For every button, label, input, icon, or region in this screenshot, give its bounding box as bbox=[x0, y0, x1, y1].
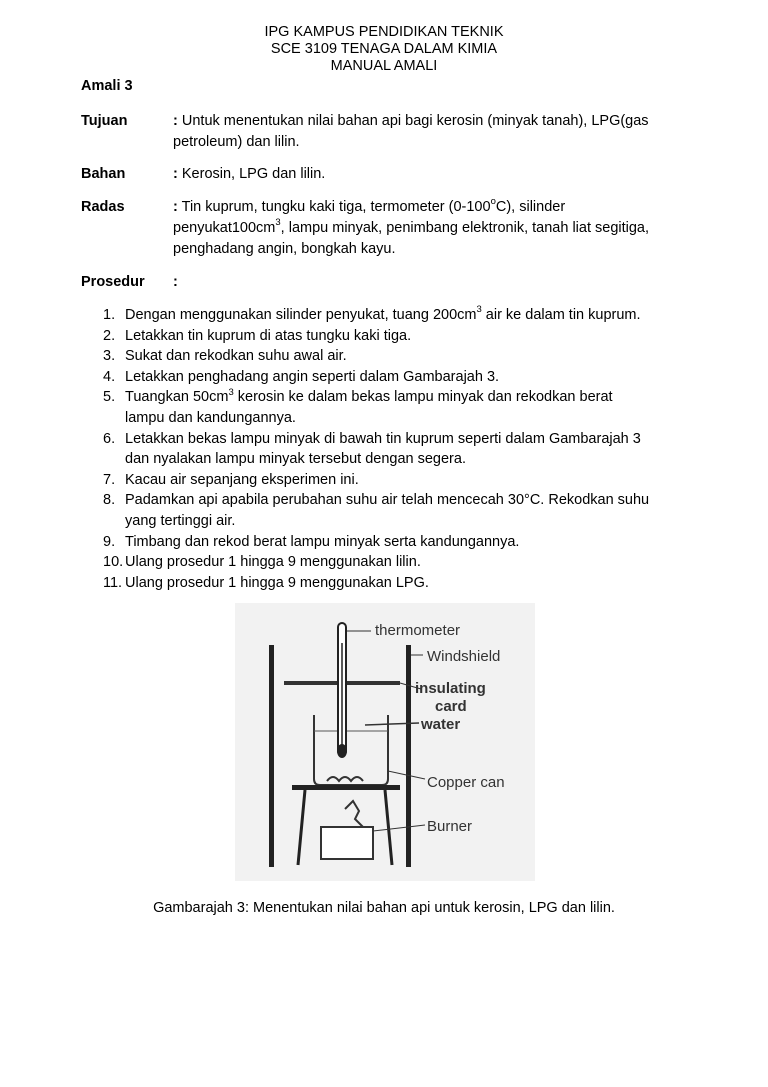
header-institution: IPG KAMPUS PENDIDIKAN TEKNIK bbox=[264, 24, 504, 40]
cubic-sup: 3 bbox=[275, 217, 281, 229]
radas-line2a: penyukat100cm bbox=[173, 220, 276, 236]
label-thermometer: thermometer bbox=[375, 622, 461, 639]
prosedur-colon: : bbox=[173, 274, 178, 290]
step-text: Ulang prosedur 1 hingga 9 menggunakan LPG. bbox=[125, 574, 429, 591]
label-windshield: Windshield bbox=[427, 648, 501, 665]
bahan-label: Bahan bbox=[81, 166, 126, 182]
step-number: 1. bbox=[103, 307, 116, 323]
step-number: 9. bbox=[103, 533, 116, 550]
procedure-step bbox=[81, 490, 701, 531]
label-burner: Burner bbox=[427, 818, 473, 835]
tripod-leg-left bbox=[298, 790, 305, 865]
step-number: 5. bbox=[103, 389, 116, 406]
burner bbox=[321, 827, 373, 859]
step-text-line2: yang tertinggi air. bbox=[125, 512, 236, 529]
step-text: Ulang prosedur 1 hingga 9 menggunakan lilin. bbox=[125, 554, 421, 571]
step-number: 8. bbox=[103, 492, 116, 509]
tujuan-line1: Untuk menentukan nilai bahan api bagi kerosin (minyak tanah), LPG(gas bbox=[181, 113, 649, 129]
procedure-step bbox=[81, 429, 701, 470]
step-sup: 3 bbox=[228, 386, 234, 398]
label-insulating: insulating bbox=[415, 680, 486, 697]
tujuan-text bbox=[173, 111, 703, 153]
procedure-list bbox=[81, 305, 701, 593]
step-text-cont: kerosin ke dalam bekas lampu minyak dan rekodkan berat bbox=[233, 389, 613, 406]
copper-can bbox=[314, 715, 388, 785]
procedure-step bbox=[81, 346, 701, 367]
tujuan-line2: petroleum) dan lilin. bbox=[173, 134, 300, 150]
radas-line1b: C), silinder bbox=[495, 199, 566, 215]
radas-colon: : bbox=[173, 199, 178, 215]
procedure-step bbox=[81, 470, 701, 491]
document-header bbox=[0, 24, 768, 75]
step-text: Dengan menggunakan silinder penyukat, tuang 200cm bbox=[125, 307, 477, 323]
amali-title: Amali 3 bbox=[81, 78, 133, 94]
bahan-colon: : bbox=[173, 166, 178, 182]
step-text: Kacau air sepanjang eksperimen ini. bbox=[125, 471, 359, 488]
tujuan-label: Tujuan bbox=[81, 113, 128, 129]
radas-line2b: , lampu minyak, penimbang elektronik, tanah liat segitiga, bbox=[280, 220, 650, 236]
prosedur-label: Prosedur bbox=[81, 274, 145, 290]
clay-triangle bbox=[327, 777, 363, 781]
step-text: Letakkan bekas lampu minyak di bawah tin kuprum seperti dalam Gambarajah 3 bbox=[125, 430, 641, 447]
procedure-step bbox=[81, 326, 701, 347]
apparatus-diagram bbox=[235, 603, 535, 881]
radas-line3: penghadang angin, bongkah kayu. bbox=[173, 241, 396, 257]
header-manual: MANUAL AMALI bbox=[330, 58, 438, 74]
step-number: 7. bbox=[103, 471, 116, 488]
step-text-line2: dan nyalakan lampu minyak tersebut dengan segera. bbox=[125, 451, 466, 468]
radas-text bbox=[173, 197, 703, 260]
procedure-step bbox=[81, 573, 701, 594]
thermometer-bulb bbox=[337, 744, 347, 758]
procedure-step bbox=[81, 305, 701, 326]
procedure-step bbox=[81, 367, 701, 388]
procedure-step bbox=[81, 532, 701, 553]
bahan-value: Kerosin, LPG dan lilin. bbox=[181, 166, 326, 182]
step-number: 6. bbox=[103, 430, 116, 447]
label-water: water bbox=[421, 716, 461, 733]
step-text: Tuangkan 50cm bbox=[125, 389, 229, 406]
step-text-line2: lampu dan kandungannya. bbox=[125, 409, 296, 426]
procedure-step bbox=[81, 387, 701, 428]
step-text: Letakkan penghadang angin seperti dalam Gambarajah 3. bbox=[125, 368, 500, 385]
step-text: Timbang dan rekod berat lampu minyak serta kandungannya. bbox=[125, 533, 520, 550]
radas-label: Radas bbox=[81, 199, 125, 215]
step-number: 10. bbox=[103, 554, 124, 571]
label-card: card bbox=[435, 698, 467, 715]
step-number: 3. bbox=[103, 348, 116, 365]
tripod-leg-right bbox=[385, 790, 392, 865]
step-text: Letakkan tin kuprum di atas tungku kaki tiga. bbox=[125, 327, 412, 344]
tripod-top bbox=[292, 785, 400, 790]
procedure-step bbox=[81, 552, 701, 573]
burner-flame bbox=[345, 801, 363, 827]
prosedur-colon-wrap bbox=[173, 272, 703, 293]
windshield-left-post bbox=[269, 645, 274, 867]
figure-caption: Gambarajah 3: Menentukan nilai bahan api untuk kerosin, LPG dan lilin. bbox=[153, 900, 615, 916]
label-copper-can: Copper can bbox=[427, 774, 505, 791]
windshield-right-post bbox=[406, 645, 411, 867]
step-sup: 3 bbox=[476, 304, 482, 316]
step-text-cont: air ke dalam tin kuprum. bbox=[481, 307, 641, 323]
step-number: 2. bbox=[103, 327, 116, 344]
step-number: 4. bbox=[103, 368, 116, 385]
step-text: Padamkan api apabila perubahan suhu air telah mencecah 30°C. Rekodkan suhu bbox=[125, 492, 650, 509]
tujuan-colon: : bbox=[173, 113, 178, 129]
step-number: 11. bbox=[103, 574, 123, 591]
header-course: SCE 3109 TENAGA DALAM KIMIA bbox=[270, 41, 498, 57]
burner-pointer bbox=[373, 825, 425, 831]
step-text: Sukat dan rekodkan suhu awal air. bbox=[125, 348, 347, 365]
degree-sup: o bbox=[490, 196, 496, 208]
bahan-text bbox=[173, 164, 703, 185]
radas-line1a: Tin kuprum, tungku kaki tiga, termometer (0-100 bbox=[181, 199, 491, 215]
apparatus-figure bbox=[235, 603, 535, 881]
